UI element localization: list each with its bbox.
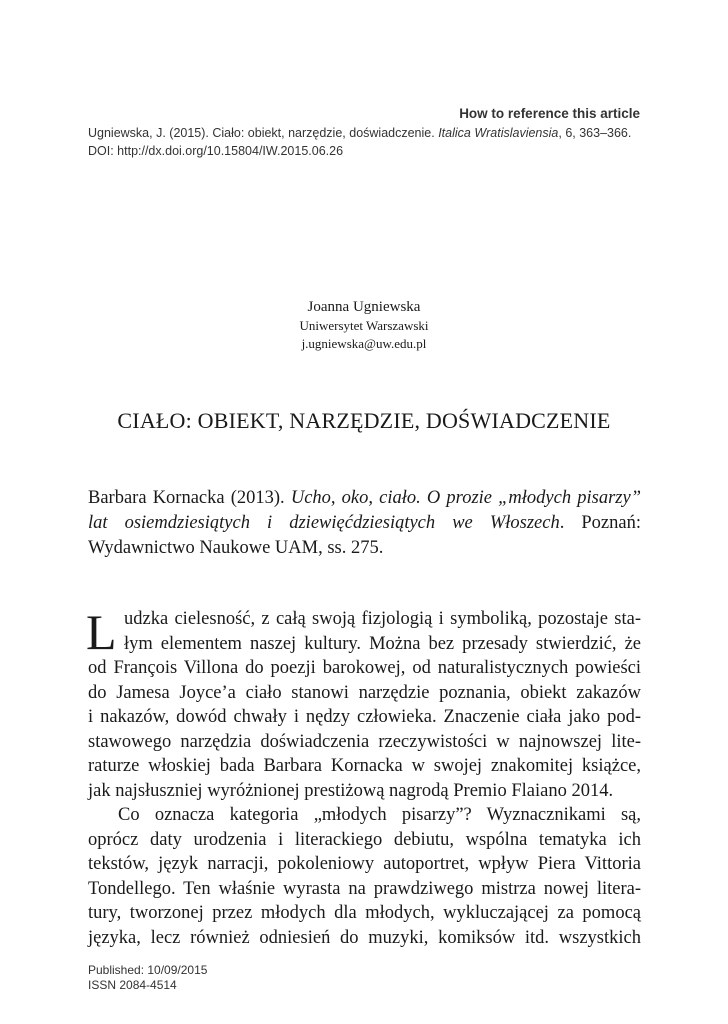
reference-text-suffix: , 6, 363–366. DOI: http://dx.doi.org/10.15804/IW.2015.06.26	[88, 126, 632, 158]
body-line: udzka cielesność, z całą swoją fizjologią i symboliką, pozostaje sta-	[124, 609, 641, 629]
review-prefix: Barbara Kornacka (2013).	[88, 488, 291, 508]
author-email: j.ugniewska@uw.edu.pl	[301, 336, 427, 351]
body-line: Tondellego. Ten właśnie wyrasta na prawdziwego mistrza nowej litera-	[88, 878, 641, 899]
drop-cap: L	[86, 604, 117, 660]
article-title: CIAŁO: OBIEKT, NARZĘDZIE, DOŚWIADCZENIE	[117, 408, 611, 433]
body-line: łym elementem naszej kultury. Można bez przesady stwierdzić, że	[124, 633, 641, 654]
body-line: tury, tworzonej przez młodych dla młodych, wykluczającej za pomocą	[88, 903, 641, 923]
reference-heading: How to reference this article	[459, 106, 640, 121]
reference-journal: Italica Wratislaviensia	[438, 126, 559, 140]
review-book-title: Ucho, oko, ciało. O prozie „młodych pisarzy” lat osiemdziesiątych i dziewięćdziesiątych we Włoszech	[88, 488, 641, 533]
body-line: Co oznacza kategoria „młodych pisarzy”? Wyznacznikami są,	[118, 805, 641, 825]
body-line: języka, lecz również odniesień do muzyki, komiksów itd. wszystkich	[88, 927, 641, 948]
issn: ISSN 2084-4514	[88, 978, 177, 992]
reviewed-book-citation	[88, 486, 641, 561]
body-text	[86, 604, 641, 950]
body-line: od François Villona do poezji barokowej, od naturalistycznych powieści	[88, 658, 641, 678]
author-name: Joanna Ugniewska	[307, 299, 421, 315]
published-date: Published: 10/09/2015	[88, 963, 208, 977]
body-line: tekstów, język narracji, pokoleniowy autoportret, wpływ Piera Vittoria	[88, 854, 641, 874]
body-line: jak najsłuszniej wyróżnionej prestiżową nagrodą Premio Flaiano 2014.	[88, 780, 614, 801]
review-suffix: . Poznań: Wydawnictwo Naukowe UAM, ss. 275.	[88, 513, 641, 558]
publication-info	[88, 963, 207, 993]
author-block	[0, 298, 728, 353]
author-affiliation: Uniwersytet Warszawski	[299, 318, 429, 333]
body-line: do Jamesa Joyce’a ciało stanowi narzędzie poznania, obiekt zakazów	[88, 682, 641, 703]
reference-citation	[88, 124, 640, 160]
body-line: stawowego narzędzia doświadczenia rzeczywistości w najnowszej lite-	[88, 731, 641, 752]
reference-text-prefix: Ugniewska, J. (2015). Ciało: obiekt, narzędzie, doświadczenie.	[88, 126, 439, 140]
body-line: i nakazów, dowód chwały i nędzy człowieka. Znaczenie ciała jako pod-	[88, 707, 641, 727]
body-line: raturze włoskiej bada Barbara Kornacka w swojej znakomitej książce,	[88, 756, 641, 776]
body-line: oprócz daty urodzenia i literackiego debiutu, wspólna tematyka ich	[88, 829, 641, 850]
